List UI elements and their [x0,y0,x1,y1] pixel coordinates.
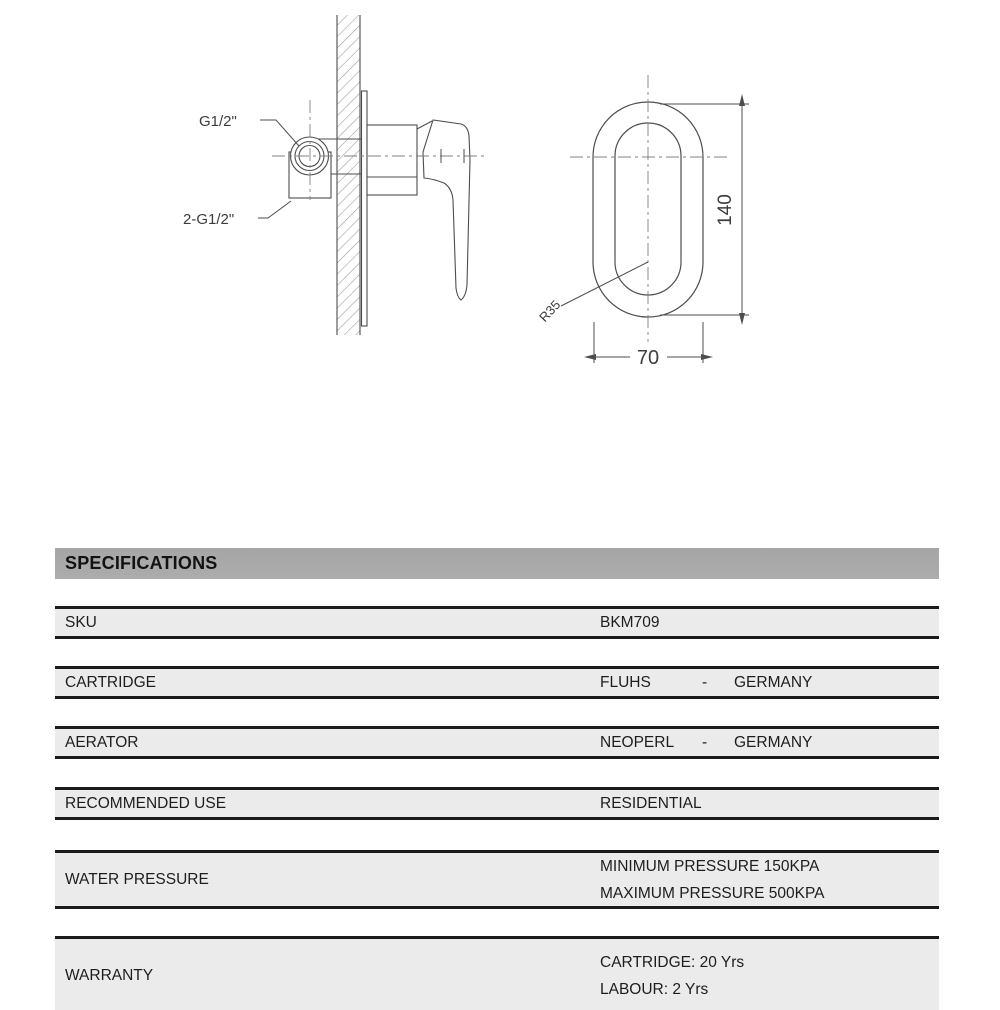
spec-label-water-pressure: WATER PRESSURE [65,870,209,888]
specifications-title: SPECIFICATIONS [65,553,218,573]
outlets-label: 2-G1/2" [183,211,235,228]
side-view [289,15,470,335]
spec-row-warranty [55,936,939,1010]
height-dim-label: 140 [715,194,736,226]
cover-plate-edge [362,91,368,326]
spec-label-warranty: WARRANTY [65,966,154,984]
spec-value-sku: BKM709 [600,614,660,631]
spec-row-water-pressure [55,850,939,909]
width-dim-label: 70 [636,347,660,369]
water-pressure-min: MINIMUM PRESSURE 150KPA [600,857,820,875]
wall-hatch [337,15,360,335]
specifications-header [55,548,939,579]
aerator-dash: - [702,734,708,751]
cartridge-housing [367,125,417,195]
warranty-labour: LABOUR: 2 Yrs [600,980,709,998]
radius-dim-label: R35 [536,297,564,325]
spec-label-cartridge: CARTRIDGE [65,673,157,691]
spec-label-sku: SKU [65,613,97,631]
aerator-country: GERMANY [734,734,813,751]
side-view-annotations [183,113,299,228]
aerator-brand: NEOPERL [600,734,675,751]
spec-label-recommended-use: RECOMMENDED USE [65,794,227,812]
spec-row-sku [55,606,939,639]
spec-value-recommended-use: RESIDENTIAL [600,795,702,812]
spec-row-aerator [55,726,939,759]
inlet-label: G1/2" [199,113,237,130]
spec-label-aerator: AERATOR [65,733,139,751]
warranty-cartridge: CARTRIDGE: 20 Yrs [600,953,745,971]
cartridge-brand: FLUHS [600,674,651,691]
spec-row-cartridge [55,666,939,699]
lever-handle [423,120,470,300]
cartridge-dash: - [702,674,708,691]
water-pressure-max: MAXIMUM PRESSURE 500KPA [600,884,825,902]
cartridge-country: GERMANY [734,674,813,691]
spec-row-recommended-use [55,787,939,820]
